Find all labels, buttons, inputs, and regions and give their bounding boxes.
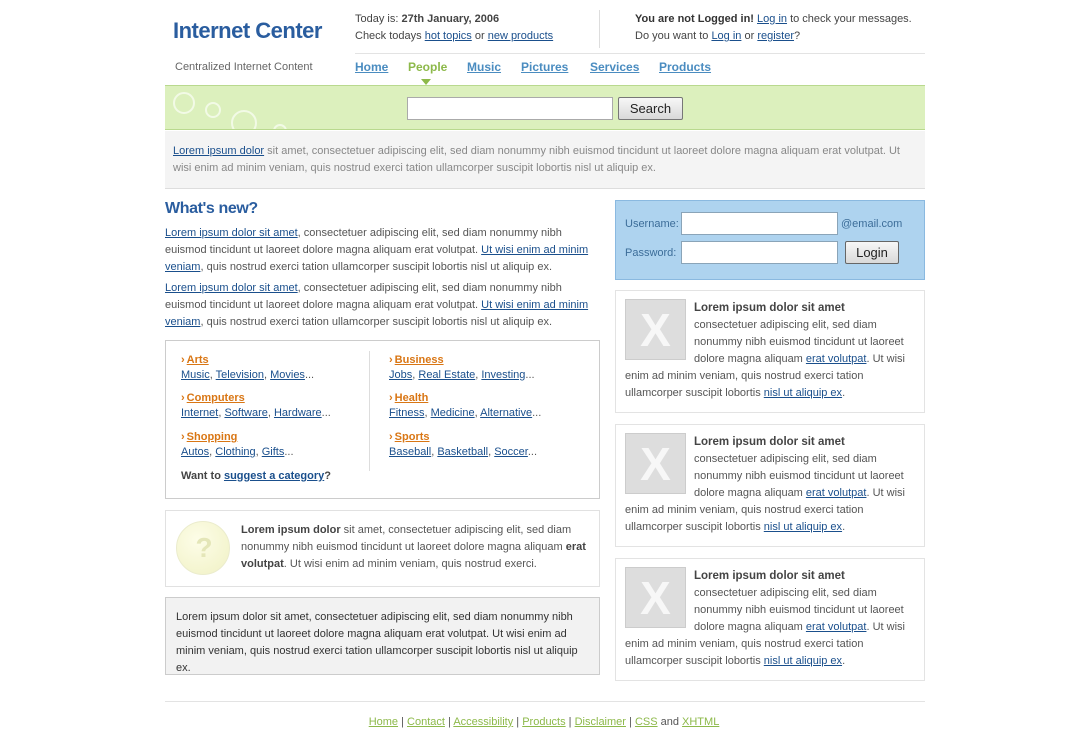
separator: | xyxy=(625,716,635,728)
card-title: Lorem ipsum dolor sit amet xyxy=(694,302,845,314)
card-body: consectetuer adipiscing elit, sed diam nonummy nibh euismod tincidunt ut laoreet dolore magna aliquam xyxy=(694,319,904,365)
news-text: , quis nostrud exerci tation ullamcorper suscipit lobortis nisl ut aliquip ex. xyxy=(200,316,553,328)
card-body: consectetuer adipiscing elit, sed diam nonummy nibh euismod tincidunt ut laoreet dolore magna aliquam xyxy=(694,453,904,499)
news-link-secondary[interactable]: Ut wisi enim ad minim veniam xyxy=(165,299,589,328)
header-login-link-2[interactable]: Log in xyxy=(711,30,742,42)
subcategory-link[interactable]: Television xyxy=(215,369,264,381)
separator: , xyxy=(209,446,216,458)
chevron-right-icon: › xyxy=(181,392,185,404)
footer-css-link[interactable]: CSS xyxy=(634,716,658,728)
bubble-decoration-icon xyxy=(273,124,287,130)
header-login-block xyxy=(635,11,912,45)
suggest-prefix: Want to xyxy=(181,470,224,482)
site-tagline: Centralized Internet Content xyxy=(175,61,313,73)
footer-home-link[interactable]: Home xyxy=(368,716,399,728)
nav-pictures[interactable]: Pictures xyxy=(521,60,569,74)
footer-contact-link[interactable]: Contact xyxy=(407,716,445,728)
category-computers xyxy=(181,392,331,419)
subcategory-link[interactable]: Gifts xyxy=(261,446,285,458)
header-date-block xyxy=(355,11,553,45)
thumb-glyph: X xyxy=(640,304,671,356)
chevron-right-icon: › xyxy=(389,431,393,443)
card-link[interactable]: nisl ut aliquip ex xyxy=(763,387,843,399)
card-title: Lorem ipsum dolor sit amet xyxy=(694,436,845,448)
category-title-link[interactable]: Shopping xyxy=(186,431,238,443)
footer-xhtml-link[interactable]: XHTML xyxy=(682,716,720,728)
subcategory-link[interactable]: Autos xyxy=(181,446,210,458)
subcategory-link[interactable]: Investing xyxy=(481,369,526,381)
news-text: , quis nostrud exerci tation ullamcorper suscipit lobortis nisl ut aliquip ex. xyxy=(200,261,553,273)
ellipsis: ... xyxy=(321,407,331,419)
subcategory-link[interactable]: Fitness xyxy=(389,407,425,419)
site-logo[interactable]: Internet Center xyxy=(173,18,322,43)
news-item xyxy=(165,280,597,331)
want-prefix: Do you want to xyxy=(635,30,712,42)
card-link[interactable]: erat volutpat xyxy=(805,487,867,499)
register-link[interactable]: register xyxy=(757,30,795,42)
news-link[interactable]: Lorem ipsum dolor sit amet xyxy=(165,227,298,239)
news-link-secondary[interactable]: Ut wisi enim ad minim veniam xyxy=(165,244,589,273)
search-button[interactable]: Search xyxy=(618,97,683,120)
new-products-link[interactable]: new products xyxy=(487,30,554,42)
card-text xyxy=(625,568,917,670)
and-text: and xyxy=(657,716,683,728)
check-prefix: Check todays xyxy=(355,30,425,42)
hot-topics-link[interactable]: hot topics xyxy=(424,30,472,42)
subcategory-link[interactable]: Hardware xyxy=(273,407,322,419)
question-box xyxy=(165,510,600,587)
separator: , xyxy=(218,407,225,419)
today-date: 27th January, 2006 xyxy=(401,13,500,25)
card-body: . xyxy=(842,521,846,533)
today-prefix: Today is: xyxy=(355,13,402,25)
suggest-category-link[interactable]: suggest a category xyxy=(223,470,325,482)
separator: | xyxy=(513,716,523,728)
thumb-glyph: X xyxy=(640,438,671,490)
question-icon xyxy=(176,521,230,575)
card-title: Lorem ipsum dolor sit amet xyxy=(694,570,845,582)
card-body: . Ut wisi enim ad minim veniam, quis nostrud exerci tation ullamcorper suscipit lobortis xyxy=(625,487,905,533)
chevron-right-icon: › xyxy=(389,354,393,366)
bubble-decoration-icon xyxy=(205,102,221,118)
nav-services[interactable]: Services xyxy=(590,60,640,74)
ellipsis: ... xyxy=(525,369,535,381)
ellipsis: ... xyxy=(304,369,315,381)
separator: , xyxy=(488,446,495,458)
header-divider xyxy=(355,53,925,54)
category-sports xyxy=(389,431,537,458)
chevron-right-icon: › xyxy=(181,354,185,366)
ellipsis: ... xyxy=(284,446,294,458)
card-text xyxy=(625,434,917,536)
card-body: consectetuer adipiscing elit, sed diam nonummy nibh euismod tincidunt ut laoreet dolore magna aliquam xyxy=(694,587,904,633)
separator: | xyxy=(565,716,575,728)
separator: , xyxy=(475,369,482,381)
card-link[interactable]: nisl ut aliquip ex xyxy=(763,655,843,667)
separator: , xyxy=(412,369,419,381)
intro-link[interactable]: Lorem ipsum dolor xyxy=(173,145,265,157)
username-input[interactable] xyxy=(681,212,838,235)
suggest-category-line xyxy=(181,470,331,482)
card-link[interactable]: erat volutpat xyxy=(805,621,867,633)
login-panel xyxy=(615,200,925,280)
separator: , xyxy=(209,369,216,381)
question-text xyxy=(241,522,586,573)
bubble-decoration-icon xyxy=(231,110,257,130)
today-line xyxy=(355,11,553,28)
question-body: . Ut wisi enim ad minim veniam, quis nostrud exerci. xyxy=(283,558,537,570)
footer-divider xyxy=(165,701,925,702)
card-body: . xyxy=(842,655,846,667)
card-text xyxy=(625,300,917,402)
footer xyxy=(0,716,1088,728)
category-column-divider xyxy=(369,351,370,471)
bubble-decoration-icon xyxy=(173,92,195,114)
news-link[interactable]: Lorem ipsum dolor sit amet xyxy=(165,282,298,294)
footer-disclaimer-link[interactable]: Disclaimer xyxy=(574,716,626,728)
footer-accessibility-link[interactable]: Accessibility xyxy=(453,716,514,728)
search-input[interactable] xyxy=(407,97,613,120)
nav-music[interactable]: Music xyxy=(467,60,502,74)
category-title-link[interactable]: Business xyxy=(394,354,444,366)
login-status-line xyxy=(635,11,912,28)
card-body: . Ut wisi enim ad minim veniam, quis nostrud exerci tation ullamcorper suscipit lobortis xyxy=(625,621,905,667)
login-button[interactable]: Login xyxy=(845,241,899,264)
separator: | xyxy=(398,716,408,728)
question-mark: ? xyxy=(794,30,801,42)
login-status: You are not Logged in! xyxy=(635,13,754,25)
whats-new-title: What's new? xyxy=(165,200,258,217)
category-box xyxy=(165,340,600,499)
question-bold: erat volutpat xyxy=(241,541,586,570)
question-bold: Lorem ipsum dolor xyxy=(241,524,341,536)
category-shopping xyxy=(181,431,294,458)
news-text: , consectetuer adipiscing elit, sed diam nonummy nibh euismod tincidunt ut laoreet dolore magna aliquam erat volutpat. xyxy=(165,282,562,311)
subcategory-link[interactable]: Baseball xyxy=(389,446,432,458)
subcategory-link[interactable]: Music xyxy=(181,369,210,381)
subcategory-link[interactable]: Soccer xyxy=(494,446,528,458)
separator: , xyxy=(255,446,262,458)
separator: , xyxy=(263,369,271,381)
subcategory-link[interactable]: Movies xyxy=(270,369,305,381)
card-body: . Ut wisi enim ad minim veniam, quis nostrud exerci tation ullamcorper suscipit lobortis xyxy=(625,353,905,399)
category-title-link[interactable]: Sports xyxy=(394,431,430,443)
intro-text: sit amet, consectetuer adipiscing elit, sed diam nonummy nibh euismod tincidunt ut laoreet dolore magna aliquam erat volutpat. Ut wisi enim ad minim veniam, quis nostrud exerci tation ullamcorper suscipit lobortis nisl ut aliquip ex. xyxy=(173,145,900,174)
subcategory-link[interactable]: Real Estate xyxy=(418,369,476,381)
question-glyph: ? xyxy=(195,532,213,563)
subcategory-link[interactable]: Software xyxy=(224,407,268,419)
category-health xyxy=(389,392,541,419)
nav-home[interactable]: Home xyxy=(355,60,389,74)
category-title-link[interactable]: Computers xyxy=(186,392,245,404)
separator: , xyxy=(474,407,481,419)
subcategory-link[interactable]: Internet xyxy=(181,407,219,419)
category-arts xyxy=(181,354,314,381)
password-input[interactable] xyxy=(681,241,838,264)
username-label: Username: xyxy=(625,218,679,230)
category-title-link[interactable]: Health xyxy=(394,392,429,404)
category-business xyxy=(389,354,535,381)
subcategory-link[interactable]: Basketball xyxy=(437,446,489,458)
subcategory-link[interactable]: Jobs xyxy=(389,369,413,381)
check-line xyxy=(355,28,553,45)
ellipsis: ... xyxy=(532,407,542,419)
separator: | xyxy=(444,716,454,728)
grey-info-box: Lorem ipsum dolor sit amet, consectetuer adipiscing elit, sed diam nonummy nibh euismod tincidunt ut laoreet dolore magna aliquam erat volutpat. Ut wisi enim ad minim veniam, quis nostrud exerci tation ullamcorper suscipit lobortis nisl ut aliquip ex. xyxy=(165,597,600,675)
separator: , xyxy=(431,446,438,458)
password-label: Password: xyxy=(625,247,677,259)
thumb-glyph: X xyxy=(640,572,671,624)
content-card xyxy=(615,424,925,547)
card-link[interactable]: nisl ut aliquip ex xyxy=(763,521,843,533)
chevron-right-icon: › xyxy=(389,392,393,404)
card-body: . xyxy=(842,387,846,399)
category-title-link[interactable]: Arts xyxy=(186,354,209,366)
nav-people[interactable]: People xyxy=(408,60,448,74)
messages-suffix: to check your messages. xyxy=(787,13,912,25)
or-text-2: or xyxy=(741,30,758,42)
content-card xyxy=(615,290,925,413)
subcategory-link[interactable]: Medicine xyxy=(430,407,475,419)
footer-products-link[interactable]: Products xyxy=(522,716,566,728)
email-domain: @email.com xyxy=(841,218,903,230)
suggest-suffix: ? xyxy=(324,470,331,482)
subcategory-link[interactable]: Alternative xyxy=(480,407,533,419)
header-separator xyxy=(599,10,600,48)
nav-products[interactable]: Products xyxy=(659,60,712,74)
card-link[interactable]: erat volutpat xyxy=(805,353,867,365)
content-card xyxy=(615,558,925,681)
news-text: , consectetuer adipiscing elit, sed diam nonummy nibh euismod tincidunt ut laoreet dolore magna aliquam erat volutpat. xyxy=(165,227,562,256)
search-band xyxy=(165,85,925,130)
register-line xyxy=(635,28,912,45)
separator: , xyxy=(424,407,431,419)
question-body: sit amet, consectetuer adipiscing elit, sed diam nonummy nibh euismod tincidunt ut laoreet dolore magna aliquam xyxy=(241,524,572,553)
news-item xyxy=(165,225,597,276)
intro-panel xyxy=(165,131,925,189)
chevron-right-icon: › xyxy=(181,431,185,443)
subcategory-link[interactable]: Clothing xyxy=(215,446,256,458)
header-login-link[interactable]: Log in xyxy=(757,13,788,25)
separator: , xyxy=(267,407,274,419)
ellipsis: ... xyxy=(527,446,538,458)
or-text: or xyxy=(471,30,488,42)
